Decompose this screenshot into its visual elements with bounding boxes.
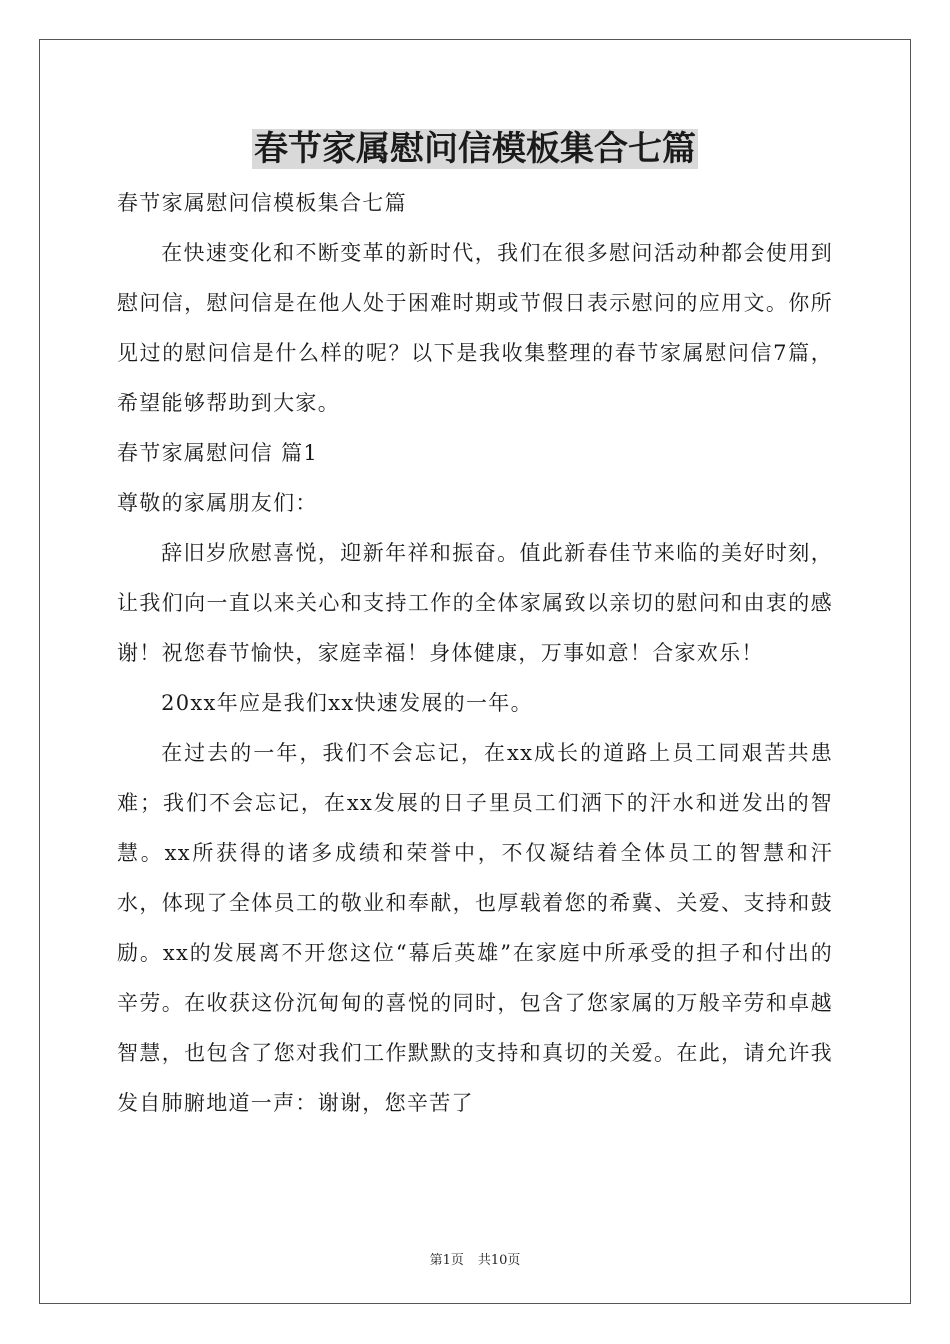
- page-number: 第1页: [429, 1253, 464, 1268]
- salutation: 尊敬的家属朋友们：: [117, 491, 318, 515]
- paragraph-year: 20xx年应是我们xx快速发展的一年。: [161, 691, 533, 715]
- section-heading: 春节家属慰问信 篇1: [117, 441, 319, 465]
- paragraph-intro: 在快速变化和不断变革的新时代，我们在很多慰问活动种都会使用到慰问信，慰问信是在他人处于困难时期或节假日表示慰问的应用文。你所见过的慰问信是什么样的呢？以下是我收集整理的春节家属慰问信7篇，希望能够帮助到大家。: [117, 241, 833, 415]
- paragraph-subtitle: 春节家属慰问信模板集合七篇: [117, 191, 407, 215]
- document-title-text: 春节家属慰问信模板集合七篇: [254, 129, 696, 169]
- page-footer: [0, 1249, 950, 1268]
- page-total: 共10页: [477, 1253, 521, 1268]
- paragraph-greeting: 辞旧岁欣慰喜悦，迎新年祥和振奋。值此新春佳节来临的美好时刻，让我们向一直以来关心和支持工作的全体家属致以亲切的慰问和由衷的感谢！祝您春节愉快，家庭幸福！身体健康，万事如意！合家欢乐！: [117, 541, 833, 665]
- document-body: [117, 178, 833, 1128]
- document-title: [0, 124, 950, 174]
- paragraph-review: 在过去的一年，我们不会忘记，在xx成长的道路上员工同艰苦共患难；我们不会忘记，在xx发展的日子里员工们洒下的汗水和迸发出的智慧。xx所获得的诸多成绩和荣誉中，不仅凝结着全体员工的智慧和汗水，体现了全体员工的敬业和奉献，也厚载着您的希冀、关爱、支持和鼓励。xx的发展离不开您这位“幕后英雄”在家庭中所承受的担子和付出的辛劳。在收获这份沉甸甸的喜悦的同时，包含了您家属的万般辛劳和卓越智慧，也包含了您对我们工作默默的支持和真切的关爱。在此，请允许我发自肺腑地道一声：谢谢，您辛苦了: [117, 741, 833, 1115]
